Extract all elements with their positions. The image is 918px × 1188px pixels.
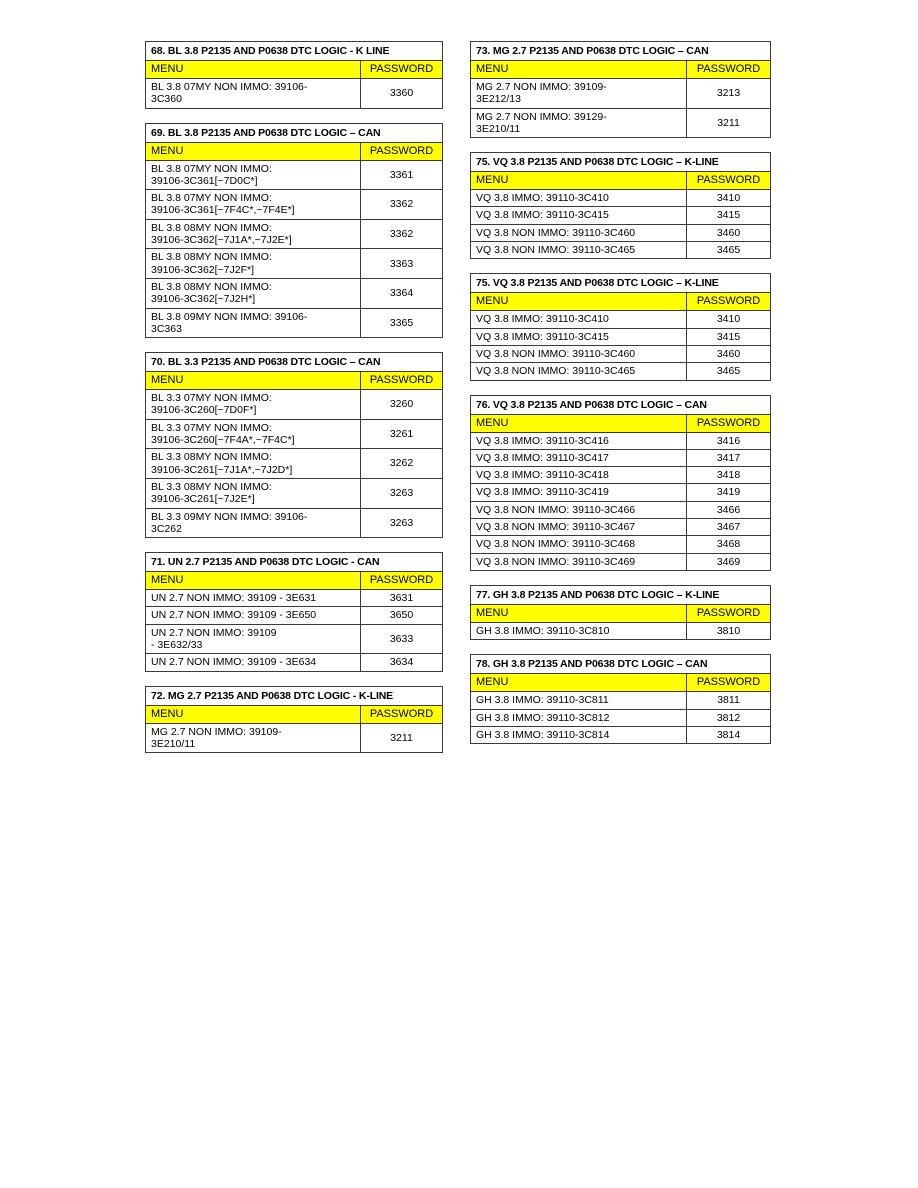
password-table	[145, 41, 443, 109]
table-title-row	[146, 686, 443, 705]
password-cell: 3211	[361, 723, 443, 753]
right-table-column	[470, 41, 770, 758]
menu-cell	[471, 108, 687, 138]
menu-text-line: BL 3.3 07MY NON IMMO:	[151, 421, 272, 434]
menu-text-line: 39106-3C362[~7J2F*]	[151, 263, 255, 276]
menu-text-line: 3E210/11	[151, 737, 196, 750]
column-header-menu: MENU	[471, 172, 687, 190]
table-row	[471, 622, 771, 639]
password-cell: 3361	[361, 160, 443, 190]
table-row	[471, 242, 771, 259]
menu-text-line: 39106-3C362[~7J2H*]	[151, 293, 256, 306]
password-cell: 3365	[361, 308, 443, 338]
menu-text-line: BL 3.8 07MY NON IMMO: 39106-	[151, 81, 308, 93]
menu-text-line: VQ 3.8 IMMO: 39110-3C416	[476, 434, 609, 447]
table-row	[471, 692, 771, 709]
password-cell: 3811	[687, 692, 771, 709]
password-cell: 3460	[687, 224, 771, 241]
menu-text-line: 39106-3C362[~7J1A*,~7J2E*]	[151, 234, 292, 247]
menu-text-line: 3C360	[151, 93, 182, 106]
menu-cell	[471, 190, 687, 207]
table-row	[471, 190, 771, 207]
table-row	[471, 536, 771, 553]
table-row	[471, 467, 771, 484]
menu-cell	[471, 692, 687, 709]
password-cell: 3362	[361, 190, 443, 220]
password-cell: 3469	[687, 553, 771, 570]
menu-cell	[146, 607, 361, 624]
column-header-menu: MENU	[146, 372, 361, 390]
table-title-row	[146, 353, 443, 372]
table-row	[471, 501, 771, 518]
table-header-row	[146, 372, 443, 390]
menu-text-line: GH 3.8 IMMO: 39110-3C810	[476, 624, 610, 637]
password-cell: 3460	[687, 345, 771, 362]
menu-cell	[471, 432, 687, 449]
table-row	[146, 219, 443, 249]
menu-text-line: VQ 3.8 NON IMMO: 39110-3C469	[476, 555, 636, 568]
table-row	[471, 108, 771, 138]
menu-text-line: GH 3.8 IMMO: 39110-3C812	[476, 711, 610, 724]
menu-cell	[146, 449, 361, 479]
menu-text-line: UN 2.7 NON IMMO: 39109	[151, 626, 277, 639]
menu-cell	[471, 622, 687, 639]
menu-text-line: BL 3.3 07MY NON IMMO:	[151, 392, 272, 405]
password-cell: 3415	[687, 328, 771, 345]
table-title-row	[471, 153, 771, 172]
menu-text-line: VQ 3.8 IMMO: 39110-3C410	[476, 313, 609, 326]
password-table	[145, 552, 443, 671]
password-cell: 3467	[687, 519, 771, 536]
table-title: 78. GH 3.8 P2135 AND P0638 DTC LOGIC – CAN	[471, 655, 771, 674]
table-row	[471, 311, 771, 328]
menu-cell	[146, 308, 361, 338]
menu-text-line: VQ 3.8 IMMO: 39110-3C418	[476, 469, 609, 482]
menu-text-line: VQ 3.8 NON IMMO: 39110-3C465	[476, 365, 636, 378]
menu-cell	[471, 311, 687, 328]
table-header-row	[146, 572, 443, 590]
table-header-row	[471, 604, 771, 622]
menu-text-line: BL 3.3 09MY NON IMMO: 39106-	[151, 510, 308, 523]
table-title: 69. BL 3.8 P2135 AND P0638 DTC LOGIC – CAN	[146, 123, 443, 142]
password-cell: 3465	[687, 242, 771, 259]
table-title-row	[146, 42, 443, 61]
password-table	[470, 152, 771, 259]
password-cell: 3360	[361, 79, 443, 109]
table-row	[146, 79, 443, 109]
column-header-menu: MENU	[146, 572, 361, 590]
table-row	[146, 508, 443, 538]
table-title: 68. BL 3.8 P2135 AND P0638 DTC LOGIC - K LINE	[146, 42, 443, 61]
password-cell: 3416	[687, 432, 771, 449]
column-header-menu: MENU	[146, 142, 361, 160]
menu-text-line: BL 3.8 07MY NON IMMO:	[151, 192, 272, 205]
table-row	[471, 553, 771, 570]
table-row	[146, 190, 443, 220]
column-header-password: PASSWORD	[687, 414, 771, 432]
menu-text-line: VQ 3.8 IMMO: 39110-3C417	[476, 451, 609, 464]
table-title-row	[471, 274, 771, 293]
password-table	[470, 395, 771, 571]
password-cell: 3262	[361, 449, 443, 479]
menu-cell	[146, 79, 361, 109]
table-title-row	[146, 553, 443, 572]
menu-text-line: VQ 3.8 NON IMMO: 39110-3C460	[476, 347, 636, 360]
column-header-menu: MENU	[471, 674, 687, 692]
table-row	[471, 519, 771, 536]
table-row	[471, 432, 771, 449]
menu-text-line: 39106-3C261[~7J2E*]	[151, 493, 255, 506]
password-cell: 3260	[361, 390, 443, 420]
table-row	[471, 726, 771, 743]
column-header-menu: MENU	[146, 705, 361, 723]
menu-cell	[146, 219, 361, 249]
table-row	[146, 654, 443, 671]
menu-text-line: GH 3.8 IMMO: 39110-3C814	[476, 728, 610, 741]
table-row	[146, 278, 443, 308]
menu-text-line: BL 3.8 08MY NON IMMO:	[151, 251, 272, 264]
password-cell: 3633	[361, 624, 443, 654]
tables-container	[145, 41, 770, 767]
table-row	[146, 449, 443, 479]
column-header-menu: MENU	[471, 604, 687, 622]
password-cell: 3810	[687, 622, 771, 639]
table-title: 72. MG 2.7 P2135 AND P0638 DTC LOGIC - K-LINE	[146, 686, 443, 705]
table-title: 77. GH 3.8 P2135 AND P0638 DTC LOGIC – K-LINE	[471, 585, 771, 604]
table-row	[146, 390, 443, 420]
menu-cell	[471, 224, 687, 241]
menu-text-line: 39106-3C260[~7D0F*]	[151, 404, 257, 417]
menu-text-line: 39106-3C261[~7J1A*,~7J2D*]	[151, 463, 293, 476]
menu-text-line: 3E210/11	[476, 122, 521, 135]
menu-cell	[146, 508, 361, 538]
table-title-row	[471, 395, 771, 414]
menu-text-line: MG 2.7 NON IMMO: 39129-	[476, 110, 607, 123]
menu-cell	[471, 345, 687, 362]
table-row	[146, 590, 443, 607]
table-header-row	[471, 172, 771, 190]
menu-cell	[471, 709, 687, 726]
menu-cell	[146, 419, 361, 449]
table-row	[471, 484, 771, 501]
password-table	[470, 585, 771, 640]
table-title-row	[146, 123, 443, 142]
column-header-password: PASSWORD	[361, 572, 443, 590]
menu-cell	[471, 467, 687, 484]
password-cell: 3417	[687, 449, 771, 466]
password-table	[470, 41, 771, 138]
password-cell: 3363	[361, 249, 443, 279]
menu-cell	[471, 207, 687, 224]
column-header-password: PASSWORD	[361, 61, 443, 79]
table-header-row	[146, 142, 443, 160]
menu-cell	[146, 654, 361, 671]
menu-text-line: UN 2.7 NON IMMO: 39109 - 3E634	[151, 656, 317, 669]
menu-text-line: VQ 3.8 NON IMMO: 39110-3C460	[476, 226, 636, 239]
password-cell: 3364	[361, 278, 443, 308]
password-table	[145, 352, 443, 538]
table-title: 71. UN 2.7 P2135 AND P0638 DTC LOGIC - CAN	[146, 553, 443, 572]
menu-cell	[471, 242, 687, 259]
menu-cell	[146, 478, 361, 508]
table-title-row	[471, 655, 771, 674]
menu-text-line: VQ 3.8 IMMO: 39110-3C419	[476, 486, 609, 499]
password-cell: 3418	[687, 467, 771, 484]
password-cell: 3465	[687, 363, 771, 380]
menu-text-line: UN 2.7 NON IMMO: 39109 - 3E631	[151, 592, 317, 605]
table-row	[471, 328, 771, 345]
menu-text-line: 3C262	[151, 522, 182, 535]
menu-cell	[146, 624, 361, 654]
menu-text-line: GH 3.8 IMMO: 39110-3C811	[476, 694, 609, 707]
table-row	[471, 449, 771, 466]
password-cell: 3650	[361, 607, 443, 624]
menu-cell	[471, 79, 687, 109]
menu-text-line: 39106-3C361[~7D0C*]	[151, 174, 258, 187]
table-row	[146, 624, 443, 654]
left-table-column	[145, 41, 442, 767]
password-cell: 3410	[687, 311, 771, 328]
menu-text-line: MG 2.7 NON IMMO: 39109-	[151, 725, 282, 738]
password-cell: 3410	[687, 190, 771, 207]
table-header-row	[471, 293, 771, 311]
table-row	[146, 249, 443, 279]
password-cell: 3814	[687, 726, 771, 743]
password-table	[470, 654, 771, 744]
menu-text-line: 39106-3C260[~7F4A*,~7F4C*]	[151, 434, 295, 447]
password-cell: 3634	[361, 654, 443, 671]
menu-text-line: BL 3.8 09MY NON IMMO: 39106-	[151, 310, 308, 323]
menu-text-line: VQ 3.8 NON IMMO: 39110-3C467	[476, 521, 636, 534]
password-cell: 3213	[687, 79, 771, 109]
password-table	[470, 273, 771, 380]
table-row	[146, 160, 443, 190]
menu-text-line: - 3E632/33	[151, 639, 203, 652]
menu-cell	[146, 249, 361, 279]
table-header-row	[471, 414, 771, 432]
table-title: 76. VQ 3.8 P2135 AND P0638 DTC LOGIC – CAN	[471, 395, 771, 414]
table-row	[471, 224, 771, 241]
menu-text-line: BL 3.8 07MY NON IMMO:	[151, 162, 272, 175]
menu-cell	[146, 190, 361, 220]
menu-cell	[471, 536, 687, 553]
menu-cell	[146, 590, 361, 607]
menu-text-line: 39106-3C361[~7F4C*,~7F4E*]	[151, 204, 295, 217]
table-header-row	[471, 61, 771, 79]
menu-cell	[471, 501, 687, 518]
column-header-menu: MENU	[471, 61, 687, 79]
table-row	[146, 308, 443, 338]
password-cell: 3466	[687, 501, 771, 518]
password-cell: 3812	[687, 709, 771, 726]
password-cell: 3261	[361, 419, 443, 449]
table-title-row	[471, 585, 771, 604]
column-header-password: PASSWORD	[687, 293, 771, 311]
menu-cell	[471, 726, 687, 743]
password-cell: 3631	[361, 590, 443, 607]
menu-cell	[471, 363, 687, 380]
table-row	[471, 207, 771, 224]
menu-text-line: VQ 3.8 IMMO: 39110-3C415	[476, 330, 609, 343]
column-header-menu: MENU	[146, 61, 361, 79]
table-header-row	[146, 61, 443, 79]
menu-text-line: BL 3.3 08MY NON IMMO:	[151, 451, 272, 464]
password-cell: 3211	[687, 108, 771, 138]
menu-text-line: BL 3.3 08MY NON IMMO:	[151, 480, 272, 493]
menu-cell	[146, 278, 361, 308]
password-cell: 3263	[361, 478, 443, 508]
menu-cell	[471, 449, 687, 466]
table-header-row	[471, 674, 771, 692]
password-cell: 3419	[687, 484, 771, 501]
column-header-password: PASSWORD	[687, 674, 771, 692]
table-row	[471, 345, 771, 362]
menu-cell	[471, 519, 687, 536]
menu-cell	[146, 723, 361, 753]
table-title: 75. VQ 3.8 P2135 AND P0638 DTC LOGIC – K-LINE	[471, 153, 771, 172]
menu-text-line: BL 3.8 08MY NON IMMO:	[151, 280, 272, 293]
password-table	[145, 686, 443, 754]
menu-text-line: VQ 3.8 NON IMMO: 39110-3C466	[476, 503, 636, 516]
menu-text-line: MG 2.7 NON IMMO: 39109-	[476, 81, 607, 93]
table-row	[146, 607, 443, 624]
menu-text-line: UN 2.7 NON IMMO: 39109 - 3E650	[151, 609, 317, 622]
column-header-password: PASSWORD	[361, 705, 443, 723]
table-row	[146, 419, 443, 449]
table-title: 73. MG 2.7 P2135 AND P0638 DTC LOGIC – CAN	[471, 42, 771, 61]
table-row	[471, 363, 771, 380]
menu-cell	[471, 553, 687, 570]
table-row	[471, 709, 771, 726]
password-table	[145, 123, 443, 339]
column-header-password: PASSWORD	[361, 142, 443, 160]
table-row	[146, 478, 443, 508]
menu-cell	[471, 484, 687, 501]
table-header-row	[146, 705, 443, 723]
menu-text-line: VQ 3.8 IMMO: 39110-3C415	[476, 209, 609, 222]
table-title: 70. BL 3.3 P2135 AND P0638 DTC LOGIC – CAN	[146, 353, 443, 372]
table-row	[471, 79, 771, 109]
table-title: 75. VQ 3.8 P2135 AND P0638 DTC LOGIC – K-LINE	[471, 274, 771, 293]
menu-cell	[471, 328, 687, 345]
password-cell: 3415	[687, 207, 771, 224]
password-cell: 3263	[361, 508, 443, 538]
column-header-menu: MENU	[471, 293, 687, 311]
menu-text-line: VQ 3.8 IMMO: 39110-3C410	[476, 192, 609, 205]
column-header-password: PASSWORD	[687, 61, 771, 79]
menu-cell	[146, 390, 361, 420]
menu-text-line: VQ 3.8 NON IMMO: 39110-3C468	[476, 538, 636, 551]
column-header-password: PASSWORD	[687, 172, 771, 190]
menu-text-line: VQ 3.8 NON IMMO: 39110-3C465	[476, 244, 636, 257]
password-cell: 3362	[361, 219, 443, 249]
column-header-password: PASSWORD	[361, 372, 443, 390]
table-row	[146, 723, 443, 753]
table-title-row	[471, 42, 771, 61]
column-header-password: PASSWORD	[687, 604, 771, 622]
password-cell: 3468	[687, 536, 771, 553]
menu-text-line: 3E212/13	[476, 93, 521, 106]
menu-text-line: 3C363	[151, 322, 182, 335]
menu-cell	[146, 160, 361, 190]
menu-text-line: BL 3.8 08MY NON IMMO:	[151, 221, 272, 234]
column-header-menu: MENU	[471, 414, 687, 432]
